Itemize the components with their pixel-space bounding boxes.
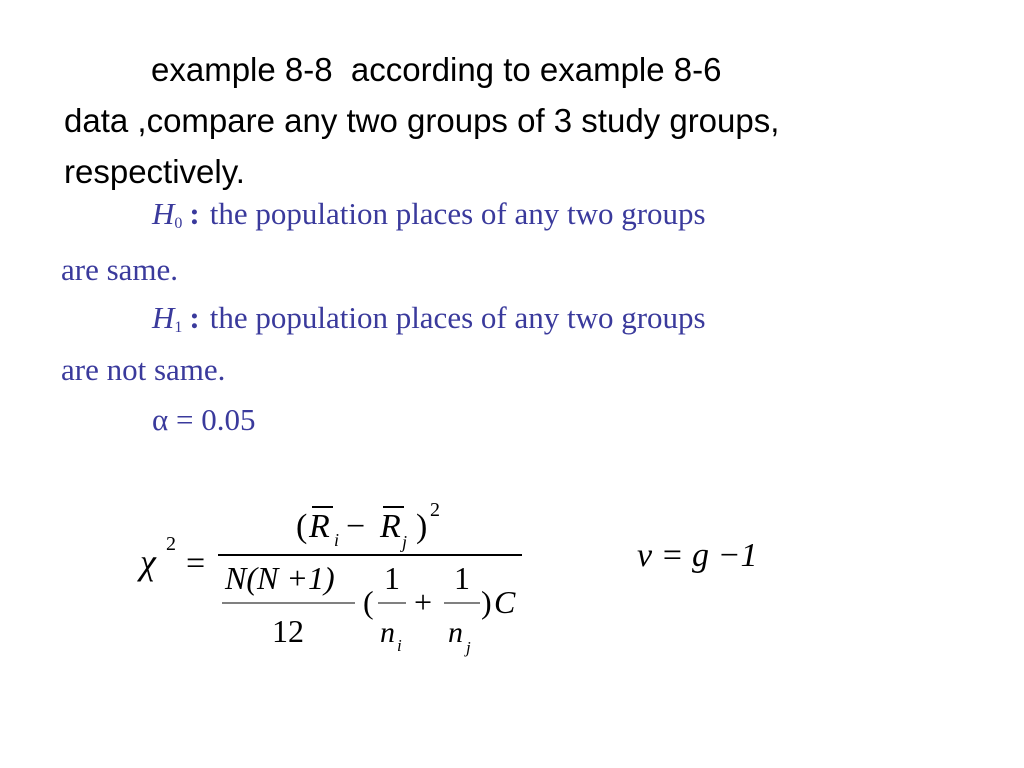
chi-power: 2 bbox=[166, 533, 176, 555]
denominator-n-term: N(N +1) bbox=[225, 560, 335, 596]
correction-factor-c: C bbox=[494, 584, 516, 620]
numerator-close-paren: ) bbox=[416, 508, 428, 545]
sum-open-paren: ( bbox=[363, 584, 374, 620]
sample-size-i: n bbox=[380, 616, 395, 649]
subscript-j: j bbox=[402, 532, 408, 552]
sample-size-j: n bbox=[448, 616, 463, 649]
h0-symbol: H bbox=[152, 196, 175, 231]
reciprocal-j-numerator: 1 bbox=[454, 560, 470, 596]
plus-sign: + bbox=[414, 584, 433, 620]
equals-sign: = bbox=[186, 545, 206, 582]
h1-symbol: H bbox=[152, 300, 175, 335]
numerator-open-paren: ( bbox=[296, 508, 308, 545]
h1-colon: : bbox=[189, 300, 200, 335]
intro-line-1: example 8-8 according to example 8-6 bbox=[151, 51, 722, 88]
h0-subscript: 0 bbox=[174, 215, 183, 232]
h0-colon: : bbox=[189, 196, 200, 231]
significance-level: α = 0.05 bbox=[152, 402, 256, 437]
subscript-i: i bbox=[334, 530, 340, 550]
h1-subscript: 1 bbox=[174, 319, 183, 336]
reciprocal-i-numerator: 1 bbox=[384, 560, 400, 596]
denominator-twelve: 12 bbox=[272, 613, 304, 649]
sum-close-paren: ) bbox=[481, 584, 492, 620]
degrees-of-freedom: ν = g −1 bbox=[637, 537, 758, 574]
chi-symbol: χ bbox=[140, 542, 156, 582]
rank-mean-i: R bbox=[309, 508, 330, 545]
minus-sign: − bbox=[346, 508, 366, 545]
h0-statement: the population places of any two groups bbox=[209, 196, 706, 231]
alternative-hypothesis-continuation: are not same. bbox=[61, 352, 226, 387]
intro-line-3: respectively. bbox=[64, 153, 245, 190]
intro-line-2: data ,compare any two groups of 3 study groups, bbox=[64, 102, 780, 139]
rank-mean-j: R bbox=[380, 508, 401, 545]
sample-size-i-subscript: i bbox=[397, 636, 402, 655]
h1-statement: the population places of any two groups bbox=[209, 300, 706, 335]
numerator-power: 2 bbox=[430, 499, 440, 521]
null-hypothesis-continuation: are same. bbox=[61, 252, 179, 287]
sample-size-j-subscript: j bbox=[466, 638, 471, 657]
